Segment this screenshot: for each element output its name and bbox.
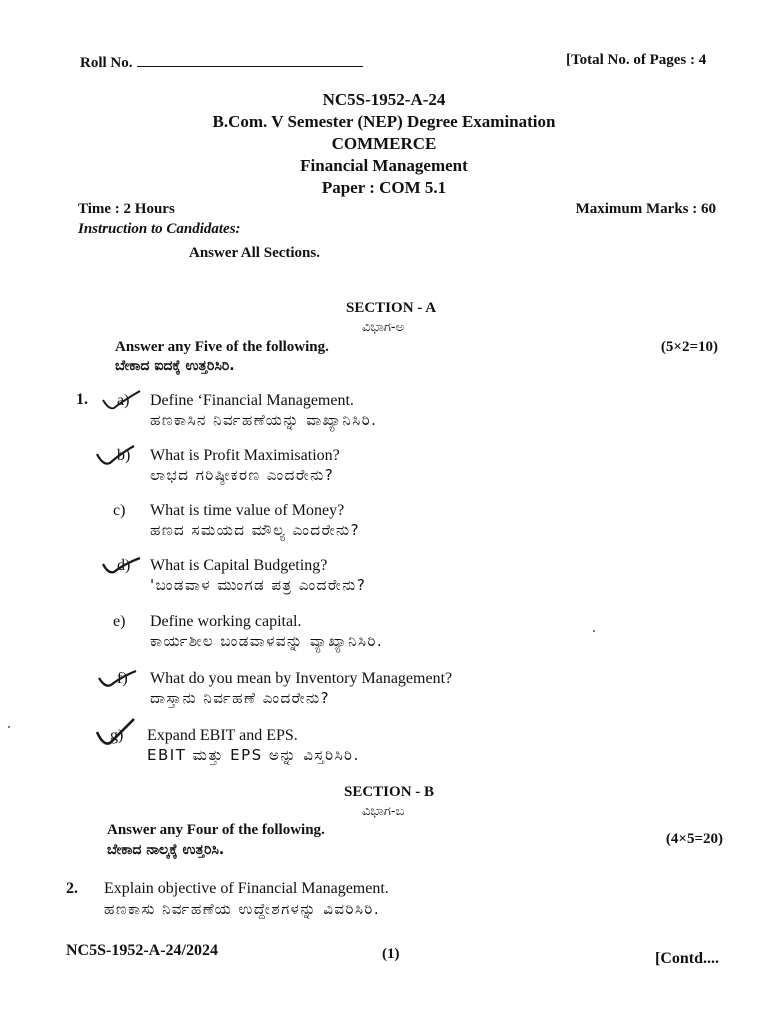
scan-speck (8, 726, 10, 728)
footer-code: NC5S-1952-A-24/2024 (66, 942, 218, 959)
q1b-label: b) (117, 447, 131, 464)
q1f-text: What do you mean by Inventory Management? (150, 670, 453, 687)
section-a-instruction: Answer any Five of the following. (115, 339, 329, 355)
section-a-marks: (5×2=10) (660, 339, 718, 355)
question-2-number: 2. (66, 880, 78, 897)
total-pages: [Total No. of Pages : 4 (566, 52, 707, 68)
q1e-label: e) (113, 613, 126, 630)
paper-code: NC5S-1952-A-24 (322, 90, 446, 109)
q1a-text: Define ‘Financial Management. (150, 392, 354, 409)
section-a-heading-kn: ವಿಭಾಗ-ಅ (362, 320, 405, 335)
subject-title: COMMERCE (331, 134, 437, 153)
q1b-text: What is Profit Maximisation? (150, 447, 340, 464)
section-b-marks: (4×5=20) (665, 831, 723, 847)
q1a-text-kn: ಹಣಕಾಸಿನ ನಿರ್ವಹಣೆಯನ್ನು ವಾಖ್ಯಾನಿಸಿರಿ. (150, 411, 378, 429)
q2-text: Explain objective of Financial Management. (104, 880, 389, 897)
page-number: (1) (382, 946, 400, 962)
instruction-text: Answer All Sections. (189, 245, 320, 261)
section-b-instruction: Answer any Four of the following. (107, 822, 325, 838)
q1c-text-kn: ಹಣದ ಸಮಯದ ಮೌಲ್ಯ ಎಂದರೇನು? (150, 521, 361, 539)
handwritten-tick-icon (100, 554, 144, 580)
q1c-label: c) (113, 502, 126, 519)
time-allowed: Time : 2 Hours (78, 201, 175, 217)
q1c-text: What is time value of Money? (150, 502, 345, 519)
instruction-heading: Instruction to Candidates: (78, 221, 241, 237)
q1e-text-kn: ಕಾರ್ಯಶೀಲ ಬಂಡವಾಳವನ್ನು ವ್ಯಾಖ್ಯಾನಿಸಿರಿ. (150, 632, 384, 650)
q1g-text: Expand EBIT and EPS. (147, 727, 298, 744)
q1b-text-kn: ಲಾಭದ ಗರಿಷ್ಠೀಕರಣ ಎಂದರೇನು? (150, 466, 335, 484)
paper-title: Paper : COM 5.1 (321, 178, 447, 197)
q1g-text-kn: EBIT ಮತ್ತು EPS ಅನ್ನು ವಿಸ್ತರಿಸಿರಿ. (147, 746, 360, 764)
q1f-label: f) (117, 670, 128, 687)
scan-speck (593, 630, 595, 632)
section-b-heading-kn: ವಿಭಾಗ-ಬ (362, 804, 405, 819)
question-1-number: 1. (76, 391, 88, 408)
course-title: Financial Management (300, 156, 468, 175)
continued-marker: [Contd.... (655, 950, 720, 967)
q1d-text-kn: 'ಬಂಡವಾಳ ಮುಂಗಡ ಪತ್ರ ಎಂದರೇನು? (150, 576, 367, 594)
handwritten-tick-icon (96, 666, 140, 692)
exam-title: B.Com. V Semester (NEP) Degree Examination (212, 112, 556, 131)
q2-text-kn: ಹಣಕಾಸು ನಿರ್ವಹಣೆಯ ಉದ್ದೇಶಗಳನ್ನು ವಿವರಿಸಿರಿ. (104, 900, 381, 918)
maximum-marks: Maximum Marks : 60 (575, 201, 716, 217)
roll-no-blank-line (137, 52, 363, 67)
handwritten-tick-icon (100, 388, 144, 414)
q1d-label: d) (117, 557, 131, 574)
section-b-instruction-kn: ಬೇಕಾದ ನಾಲ್ಕಕ್ಕೆ ಉತ್ತರಿಸಿ. (107, 842, 225, 858)
q1g-label: g) (110, 727, 124, 744)
q1f-text-kn: ದಾಸ್ತಾನು ನಿರ್ವಹಣೆ ಎಂದರೇನು? (150, 689, 331, 707)
section-b-heading: SECTION - B (344, 784, 435, 800)
section-a-instruction-kn: ಬೇಕಾದ ಐದಕ್ಕೆ ಉತ್ತರಿಸಿರಿ. (115, 358, 235, 374)
q1d-text: What is Capital Budgeting? (150, 557, 328, 574)
handwritten-tick-icon (94, 442, 138, 468)
handwritten-tick-icon (94, 716, 138, 750)
roll-no-label: Roll No. (80, 52, 363, 72)
section-a-heading: SECTION - A (346, 300, 437, 316)
q1a-label: a) (117, 392, 130, 409)
q1e-text: Define working capital. (150, 613, 302, 630)
